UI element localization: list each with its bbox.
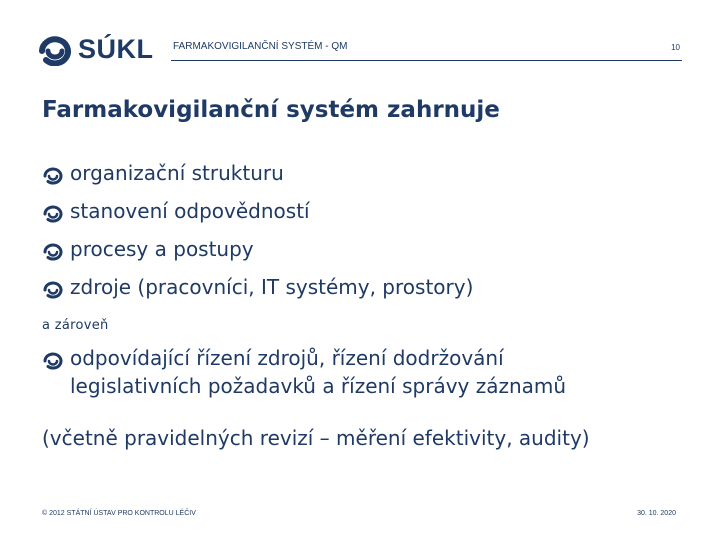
bullet-item [42,272,682,310]
sukl-swirl-icon [42,242,64,262]
slide-title: Farmakovigilanční systém zahrnuje [42,97,500,123]
sukl-swirl-icon [42,351,64,371]
sub-note: a zároveň [42,318,109,333]
bullet-item [42,234,682,272]
header-divider [171,60,682,61]
bullet-line: odpovídající řízení zdrojů, řízení dodržování [70,346,504,370]
bullet-item [42,158,682,196]
bullet-text: organizační strukturu [70,161,284,185]
closing-line: (včetně pravidelných revizí – měření efektivity, audity) [42,426,590,450]
sukl-logo-icon [38,36,72,66]
bullet-line: legislativních požadavků a řízení správy záznamů [70,374,567,398]
footer-copyright: © 2012 STÁTNÍ ÚSTAV PRO KONTROLU LÉČIV [42,510,196,517]
sukl-logo [38,34,154,68]
bullet-text: stanovení odpovědností [70,199,310,223]
bullet-text: zdroje (pracovníci, IT systémy, prostory) [70,275,474,299]
bullet-item [42,196,682,234]
header-title: FARMAKOVIGILANČNÍ SYSTÉM - QM [173,41,348,52]
logo-text: SÚKL [78,34,154,64]
sukl-swirl-icon [42,280,64,300]
bullet-list [42,158,682,310]
sukl-swirl-icon [42,204,64,224]
bullet-text: procesy a postupy [70,237,254,261]
sukl-swirl-icon [42,166,64,186]
page-number: 10 [671,43,680,52]
footer-date: 30. 10. 2020 [637,510,676,517]
bullet-item-multiline [42,344,682,400]
